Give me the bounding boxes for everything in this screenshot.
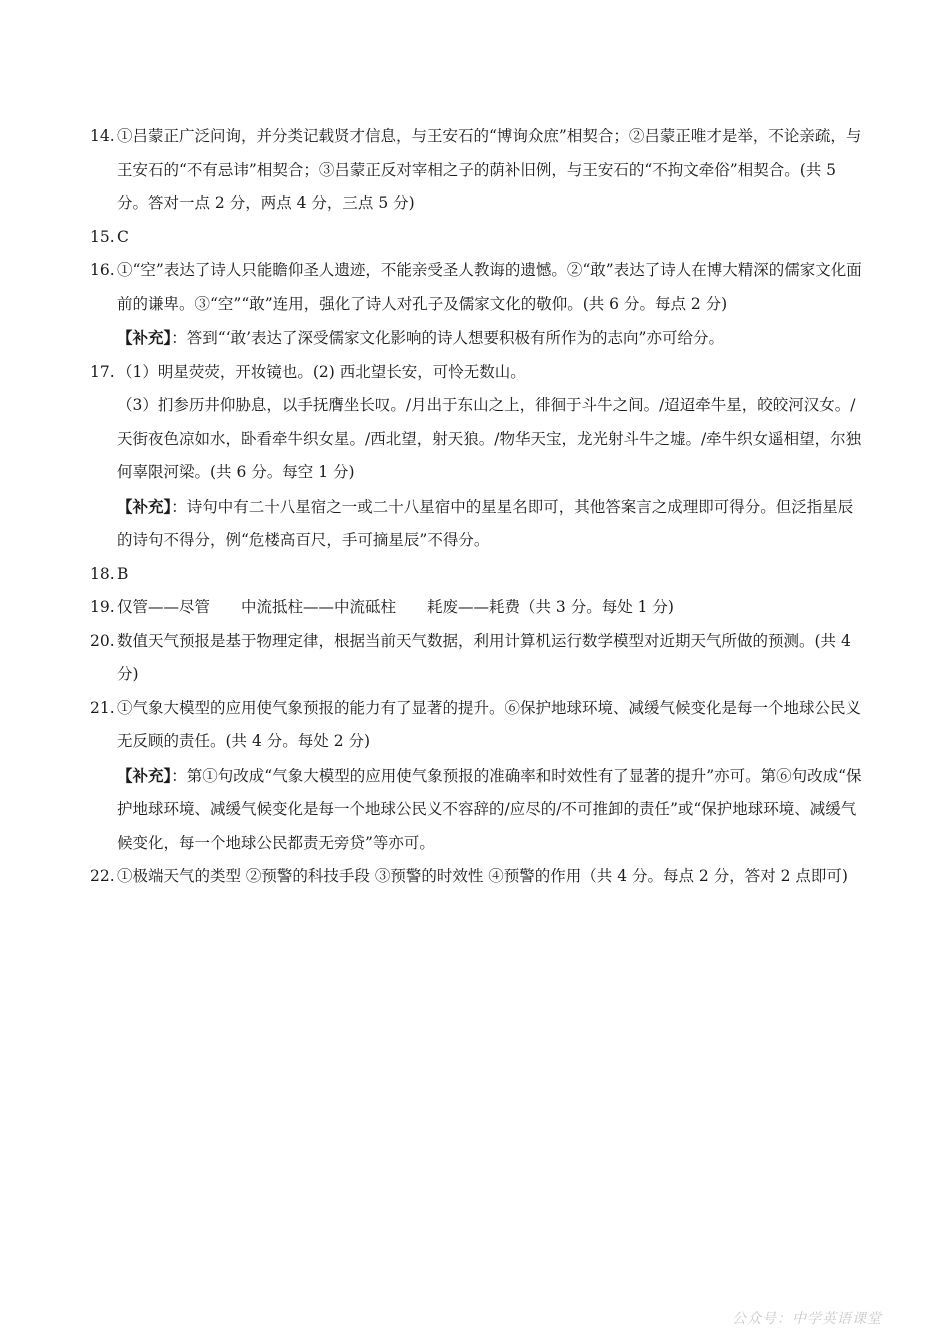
answer-number: 21. [90,698,115,717]
answer-16 [90,254,865,321]
answer-22 [90,860,865,894]
answer-number: 20. [90,631,115,650]
watermark: 公众号：中学英语课堂 [732,1311,882,1327]
answer-text: ①极端天气的类型 ②预警的科技手段 ③预警的时效性 ④预警的作用（共 4 分。每点 2 分，答对 2 点即可) [117,867,848,885]
answer-15 [90,221,865,255]
supplement-16 [90,321,865,356]
answer-number: 15. [90,227,115,246]
supplement-label: 【补充】 [117,328,172,347]
answer-number: 14. [90,127,115,145]
answer-text-part-2: （3）扪参历井仰胁息，以手抚膺坐长叹。/月出于东山之上，徘徊于斗牛之间。/迢迢牵牛星，皎皎河汉女。/天街夜色凉如水，卧看牵牛织女星。/西北望，射天狼。/物华天宝，龙光射斗牛之墟。/牵牛织女遥相望，尔独何辜限河梁。(共 6 分。每空 1 分) [117,396,862,481]
supplement-21 [90,759,865,861]
answer-number: 19. [90,598,115,616]
answer-text: ①“空”表达了诗人只能瞻仰圣人遗迹，不能亲受圣人教诲的遗憾。②“敢”表达了诗人在博大精深的儒家文化面前的谦卑。③“空”“敢”连用，强化了诗人对孔子及儒家文化的敬仰。(共 6 分。每点 2 分) [117,261,862,313]
supplement-text: ：诗句中有二十八星宿之一或二十八星宿中的星星名即可，其他答案言之成理即可得分。但泛指星辰的诗句不得分，例“危楼高百尺，手可摘星辰”不得分。 [117,497,854,549]
answer-text-part-1: （1）明星荧荧，开妆镜也。(2) 西北望长安，可怜无数山。 [117,362,526,381]
supplement-label: 【补充】 [117,496,172,516]
supplement-17 [90,490,865,558]
answer-17 [90,356,865,490]
supplement-label: 【补充】 [117,765,172,785]
answer-list [90,120,865,894]
answer-text: ①气象大模型的应用使气象预报的能力有了显著的提升。⑥保护地球环境、减缓气候变化是每一个地球公民义无反顾的责任。(共 4 分。每处 2 分) [117,698,862,750]
answer-number: 16. [90,261,115,279]
answer-number: 18. [90,564,115,583]
answer-text: B [117,564,129,583]
answer-number: 22. [90,867,115,885]
answer-text: 仅管——尽管 中流抵柱——中流砥柱 耗废——耗费（共 3 分。每处 1 分) [117,598,674,616]
answer-14 [90,120,865,221]
answer-text: 数值天气预报是基于物理定律，根据当前天气数据，利用计算机运行数学模型对近期天气所做的预测。(共 4 分) [117,631,851,683]
supplement-text: ：第①句改成“气象大模型的应用使气象预报的准确率和时效性有了显著的提升”亦可。第⑥句改成“保护地球环境、减缓气候变化是每一个地球公民义不容辞的/应尽的/不可推卸的责任”或“保护地球环境、减缓气候变化，每一个地球公民都责无旁贷”等亦可。 [117,766,862,852]
answer-21 [90,692,865,759]
answer-text: ①吕蒙正广泛问询，并分类记载贤才信息，与王安石的“博询众庶”相契合；②吕蒙正唯才是举，不论亲疏，与王安石的“不有忌讳”相契合；③吕蒙正反对宰相之子的荫补旧例，与王安石的“不拘文牵俗”相契合。(共 5 分。答对一点 2 分，两点 4 分，三点 5 分) [117,127,862,212]
answer-number: 17. [90,362,115,381]
answer-20 [90,625,865,692]
answer-text: C [117,227,129,246]
answer-18 [90,558,865,592]
answer-19 [90,591,865,625]
supplement-text: ：答到“‘敢’表达了深受儒家文化影响的诗人想要积极有所作为的志向”亦可给分。 [171,329,724,347]
